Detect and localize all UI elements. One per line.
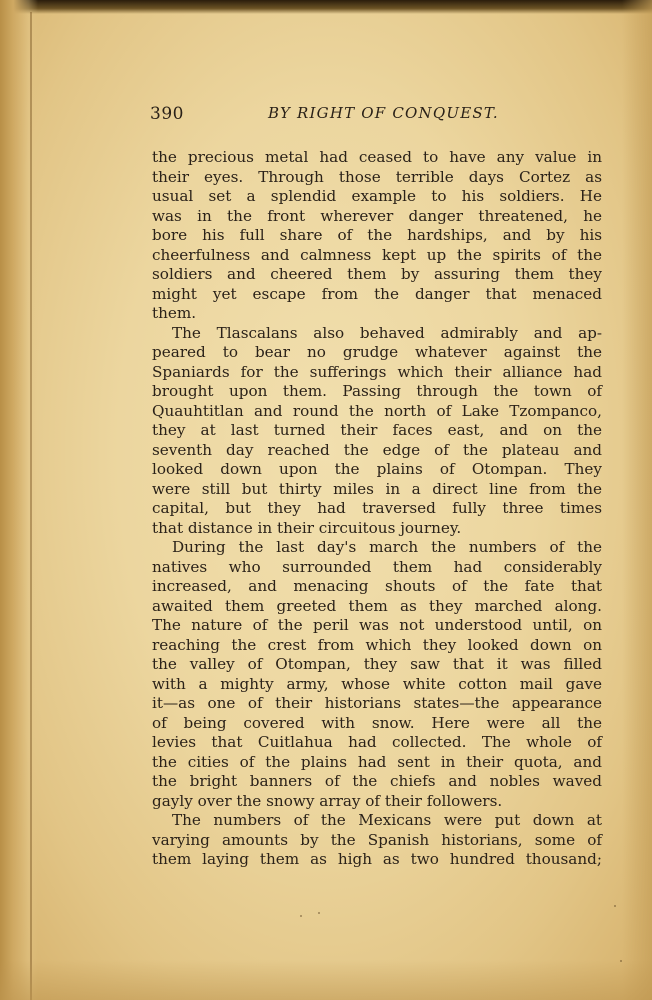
text-line: gayly over the snowy array of their followers. [152,791,503,810]
page-gutter-left [0,0,38,1000]
text-line: the bright banners of the chiefs and nobles waved [152,772,602,790]
text-line: During the last day's march the numbers of the [172,538,602,556]
paper-speck [318,912,320,914]
text-line: they at last turned their faces east, and on the [152,421,602,439]
scan-top-edge [0,0,652,14]
page-bottom-shade [0,960,652,1000]
text-line: increased, and menacing shouts of the fate that [152,577,602,595]
text-line: might yet escape from the danger that menaced [152,284,602,303]
text-line: bore his full share of the hardships, and by his [152,226,602,244]
text-line: them laying them as high as two hundred thousand; [152,850,602,868]
text-line: that distance in their circuitous journey. [152,518,462,537]
text-line: The Tlascalans also behaved admirably and ap- [172,323,602,342]
text-line: capital, but they had traversed fully three times [152,499,602,517]
running-head: BY RIGHT OF CONQUEST. [268,104,499,122]
paper-speck [614,905,616,907]
text-line: The nature of the peril was not understood until, on [152,616,602,634]
text-line: awaited them greeted them as they marched along. [152,596,602,615]
text-line: levies that Cuitlahua had collected. The whole of [152,733,602,751]
paper-speck [300,915,302,917]
text-line: was in the front wherever danger threatened, he [152,206,602,225]
text-line: their eyes. Through those terrible days Cortez as [152,167,602,186]
text-line: natives who surrounded them had considerably [152,557,602,576]
page-number: 390 [150,104,184,124]
text-line: usual set a splendid example to his soldiers. He [152,187,602,205]
text-line: Spaniards for the sufferings which their alliance had [152,362,602,381]
text-line: peared to bear no grudge whatever against the [152,343,602,361]
body-text [152,148,602,870]
text-line: were still but thirty miles in a direct line from the [152,479,602,498]
text-line: varying amounts by the Spanish historians, some of [152,830,602,849]
page-edge-right [622,0,652,1000]
text-line: the valley of Otompan, they saw that it was filled [152,655,602,673]
text-line: soldiers and cheered them by assuring them they [152,265,602,283]
text-line: of being covered with snow. Here were all the [152,713,602,732]
text-line: the cities of the plains had sent in their quota, and [152,752,602,771]
text-line: brought upon them. Passing through the town of [152,382,602,400]
page-edge-line [30,12,32,1000]
text-line: with a mighty army, whose white cotton mail gave [152,674,602,693]
text-line: cheerfulness and calmness kept up the spirits of the [152,245,602,264]
paper-speck [620,960,622,962]
page-header [150,104,602,128]
text-line: reaching the crest from which they looked down on [152,635,602,654]
text-line: the precious metal had ceased to have any value in [152,148,602,166]
text-line: The numbers of the Mexicans were put down at [172,811,602,829]
text-line: Quauhtitlan and round the north of Lake Tzompanco, [152,401,602,420]
text-line: it—as one of their historians states—the appearance [152,694,602,712]
text-line: seventh day reached the edge of the plateau and [152,440,602,459]
text-line: them. [152,304,197,322]
text-line: looked down upon the plains of Otompan. They [152,460,602,478]
